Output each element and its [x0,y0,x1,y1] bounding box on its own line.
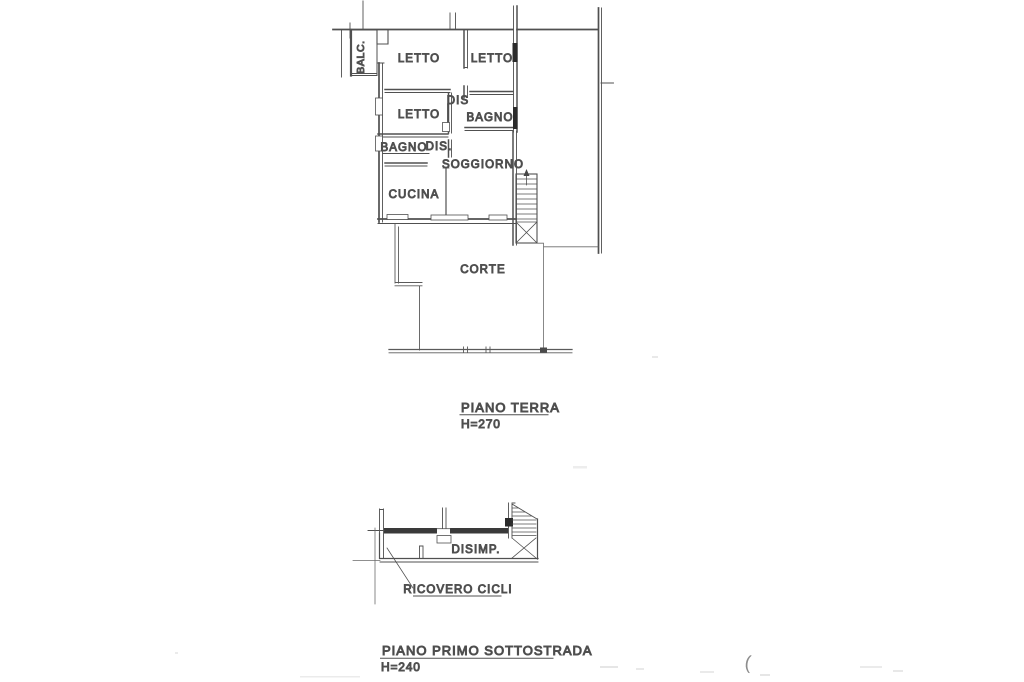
room-label-balc: BALC. [355,40,367,74]
plan-title-piano-terra: PIANO TERRA [461,400,560,415]
annotation-ricovero-cicli: RICOVERO CICLI [403,584,513,596]
room-label-dis-2: DIS. [425,141,453,153]
door-marker-dark-2 [513,107,518,129]
leader-line [387,548,413,588]
plan-height-sottostrada: H=240 [381,660,421,674]
room-label-letto-2: LETTO [470,53,514,65]
room-label-bagno-2: BAGNO [380,142,428,154]
room-label-corte: CORTE [460,264,506,276]
site-lines-path [353,528,380,604]
piano-sottostrada-title [381,643,593,674]
piano-terra-title [460,400,560,431]
plan-height-piano-terra: H=270 [461,417,501,431]
staircase-icon [516,169,537,243]
room-label-cucina: CUCINA [388,189,440,201]
left-pillar-path [377,30,388,44]
room-labels [355,40,524,276]
interior-walls [378,6,518,245]
basement-labels [387,544,513,596]
room-label-bagno-1: BAGNO [466,112,514,124]
thick-wall-segment-2 [450,528,508,534]
room-label-dis-1: DIS [446,95,470,107]
stray-parenthesis-mark: ( [743,652,753,675]
basement-door-sill [437,536,451,544]
piano-sottostrada-plan [353,503,593,674]
plan-title-sottostrada: PIANO PRIMO SOTTOSTRADA [382,643,593,658]
door-swing-marker [443,123,450,132]
room-label-letto-3: LETTO [397,109,441,121]
room-label-letto-1: LETTO [397,53,441,65]
basement-staircase-icon [505,503,537,558]
piano-terra-plan [333,1,614,431]
courtyard-boundary [389,224,598,353]
door-marker-dark-1 [513,43,518,62]
room-label-disimp: DISIMP. [451,544,501,556]
room-label-soggiorno: SOGGIORNO [441,159,525,171]
thick-wall-segment-1 [384,528,437,534]
stair-arrow-head [524,169,530,176]
